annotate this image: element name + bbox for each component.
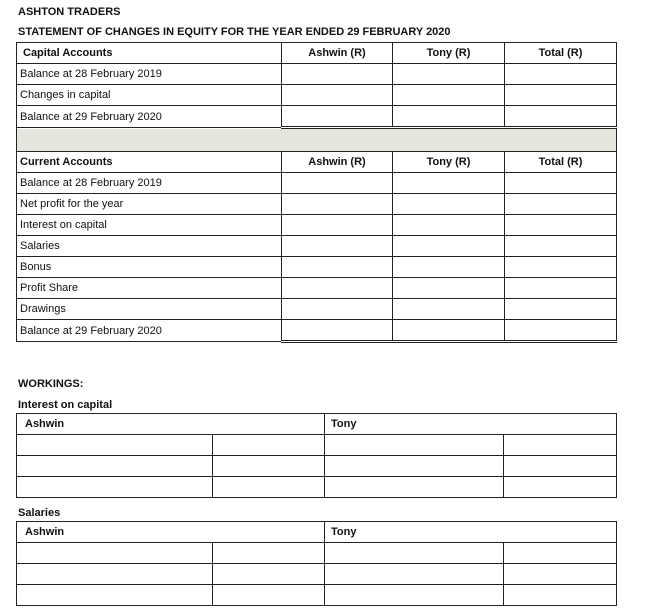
cell[interactable] xyxy=(282,106,393,128)
cell[interactable] xyxy=(17,435,213,456)
cell[interactable] xyxy=(505,64,617,85)
table-row xyxy=(17,215,617,236)
capital-col-tony: Tony (R) xyxy=(393,43,505,64)
cell[interactable] xyxy=(393,299,505,320)
table-row xyxy=(17,320,617,342)
table-row xyxy=(17,106,617,128)
workings-heading: WORKINGS: xyxy=(18,378,84,390)
cell[interactable] xyxy=(325,435,504,456)
cell[interactable] xyxy=(504,585,617,606)
capital-col-ashwin: Ashwin (R) xyxy=(282,43,393,64)
cell[interactable] xyxy=(505,278,617,299)
cell[interactable] xyxy=(393,278,505,299)
row-label: Drawings xyxy=(17,299,282,320)
salaries-workings-table xyxy=(16,521,617,606)
current-header-row xyxy=(17,152,617,173)
cell[interactable] xyxy=(504,435,617,456)
current-col-ashwin: Ashwin (R) xyxy=(282,152,393,173)
cell[interactable] xyxy=(504,543,617,564)
cell[interactable] xyxy=(213,564,325,585)
row-label: Balance at 28 February 2019 xyxy=(17,173,282,194)
cell[interactable] xyxy=(505,85,617,106)
cell[interactable] xyxy=(393,257,505,278)
workings-header-row xyxy=(17,522,617,543)
salaries-ashwin-heading: Ashwin xyxy=(17,522,325,543)
salaries-tony-heading: Tony xyxy=(325,522,617,543)
table-row xyxy=(17,173,617,194)
cell[interactable] xyxy=(504,477,617,498)
cell[interactable] xyxy=(325,456,504,477)
cell[interactable] xyxy=(325,564,504,585)
row-label: Net profit for the year xyxy=(17,194,282,215)
workings-header-row xyxy=(17,414,617,435)
cell[interactable] xyxy=(504,564,617,585)
cell[interactable] xyxy=(213,477,325,498)
cell[interactable] xyxy=(504,456,617,477)
table-row xyxy=(17,477,617,498)
cell[interactable] xyxy=(325,477,504,498)
interest-workings-table xyxy=(16,413,617,498)
separator xyxy=(17,128,617,152)
cell[interactable] xyxy=(393,236,505,257)
table-row xyxy=(17,236,617,257)
cell[interactable] xyxy=(393,320,505,342)
cell[interactable] xyxy=(393,173,505,194)
cell[interactable] xyxy=(282,320,393,342)
cell[interactable] xyxy=(17,564,213,585)
row-label: Bonus xyxy=(17,257,282,278)
cell[interactable] xyxy=(17,543,213,564)
interest-ashwin-heading: Ashwin xyxy=(17,414,325,435)
cell[interactable] xyxy=(282,85,393,106)
row-label: Salaries xyxy=(17,236,282,257)
cell[interactable] xyxy=(505,106,617,128)
cell[interactable] xyxy=(325,585,504,606)
row-label: Interest on capital xyxy=(17,215,282,236)
row-label: Balance at 29 February 2020 xyxy=(17,106,282,128)
table-row xyxy=(17,194,617,215)
row-label: Balance at 28 February 2019 xyxy=(17,64,282,85)
cell[interactable] xyxy=(393,215,505,236)
cell[interactable] xyxy=(505,299,617,320)
table-row xyxy=(17,64,617,85)
table-row xyxy=(17,543,617,564)
cell[interactable] xyxy=(393,106,505,128)
cell[interactable] xyxy=(393,194,505,215)
cell[interactable] xyxy=(213,585,325,606)
cell[interactable] xyxy=(282,194,393,215)
cell[interactable] xyxy=(505,236,617,257)
interest-label: Interest on capital xyxy=(18,399,113,411)
row-label: Changes in capital xyxy=(17,85,282,106)
row-label: Profit Share xyxy=(17,278,282,299)
statement-title: STATEMENT OF CHANGES IN EQUITY FOR THE YEAR ENDED 29 FEBRUARY 2020 xyxy=(18,26,451,38)
cell[interactable] xyxy=(325,543,504,564)
cell[interactable] xyxy=(282,257,393,278)
interest-tony-heading: Tony xyxy=(325,414,617,435)
cell[interactable] xyxy=(393,64,505,85)
cell[interactable] xyxy=(393,85,505,106)
cell[interactable] xyxy=(282,173,393,194)
row-label: Balance at 29 February 2020 xyxy=(17,320,282,342)
separator-row xyxy=(17,128,617,152)
table-row xyxy=(17,435,617,456)
company-name: ASHTON TRADERS xyxy=(18,6,121,18)
capital-heading: Capital Accounts xyxy=(17,43,282,64)
cell[interactable] xyxy=(505,173,617,194)
cell[interactable] xyxy=(505,215,617,236)
cell[interactable] xyxy=(505,320,617,342)
cell[interactable] xyxy=(213,456,325,477)
cell[interactable] xyxy=(17,456,213,477)
table-row xyxy=(17,278,617,299)
salaries-label: Salaries xyxy=(18,507,61,519)
cell[interactable] xyxy=(213,543,325,564)
cell[interactable] xyxy=(282,64,393,85)
table-row xyxy=(17,585,617,606)
cell[interactable] xyxy=(282,236,393,257)
cell[interactable] xyxy=(505,257,617,278)
table-row xyxy=(17,257,617,278)
cell[interactable] xyxy=(282,215,393,236)
capital-header-row xyxy=(17,43,617,64)
cell[interactable] xyxy=(17,477,213,498)
capital-col-total: Total (R) xyxy=(505,43,617,64)
cell[interactable] xyxy=(282,278,393,299)
table-row xyxy=(17,299,617,320)
table-row xyxy=(17,85,617,106)
cell[interactable] xyxy=(213,435,325,456)
cell[interactable] xyxy=(282,299,393,320)
cell[interactable] xyxy=(17,585,213,606)
equity-table xyxy=(16,42,617,343)
current-heading: Current Accounts xyxy=(17,152,282,173)
current-col-total: Total (R) xyxy=(505,152,617,173)
table-row xyxy=(17,564,617,585)
current-col-tony: Tony (R) xyxy=(393,152,505,173)
table-row xyxy=(17,456,617,477)
cell[interactable] xyxy=(505,194,617,215)
